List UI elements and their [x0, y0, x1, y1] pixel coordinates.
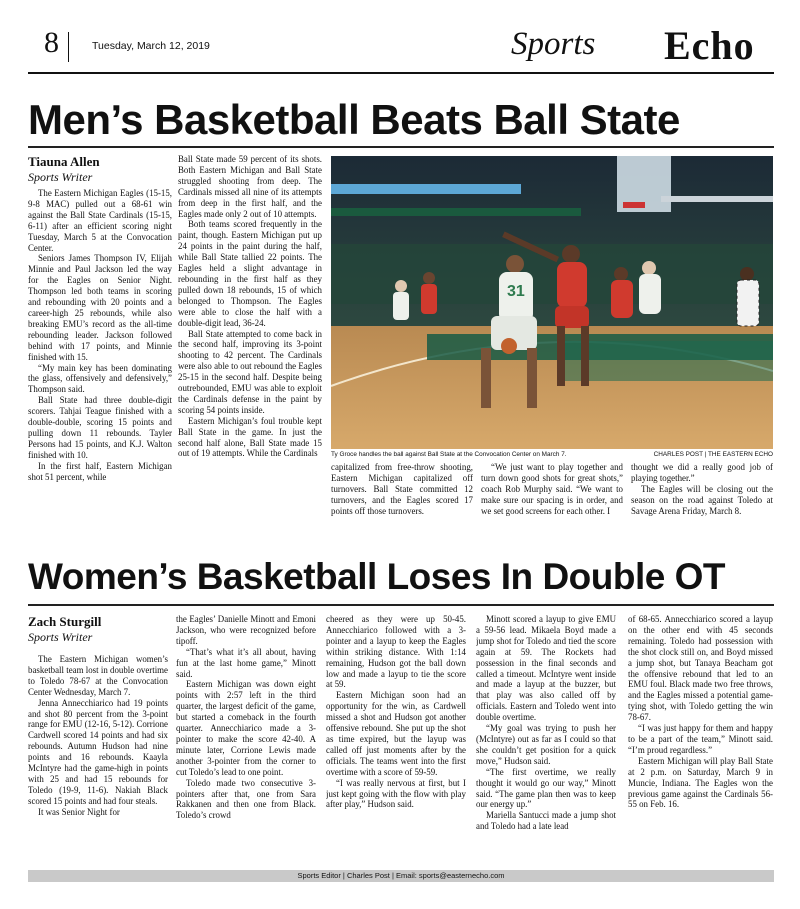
paragraph: Mariella Santucci made a jump shot and Toledo had a late lead — [476, 810, 616, 832]
masthead-divider — [68, 32, 69, 62]
paragraph: of 68-65. Annecchiarico scored a layup on the other end with 45 seconds remaining. Toledo had possession with the shot clock still on, and Boyd missed a jump shot, but Tanaya Beacham got the offensive rebound that led to an EMU foul. Black made two free throws, and the Eagles missed a potential game-tying shot, with Toledo getting the win 78-67. — [628, 614, 773, 723]
basketball-photo — [331, 156, 773, 449]
paragraph: “The first overtime, we really thought it would go our way,” Minott said. “The game plan then was to keep our energy up.” — [476, 766, 616, 810]
paragraph: thought we did a really good job of playing together.” — [631, 462, 773, 483]
article2-byline — [28, 614, 101, 645]
paragraph: Eastern Michigan was down eight points with 2:57 left in the third quarter, the largest deficit of the game, but started a comeback in the fourth quarter. Annecchiarico made a 3-pointer to make the score 42-40. A minute later, Corrione Lewis made another 3-pointer from the corner to cut Toledo’s lead to one point. — [176, 679, 316, 777]
article1-column-4 — [481, 462, 623, 532]
author-name: Zach Sturgill — [28, 614, 102, 629]
paragraph: Ball State had three double-digit scorers. Tahjai Teague finished with a double-double, scoring 15 points and pulling down 11 rebounds. Tayler Persons had 15 points, and K.J. Walton finished with 10. — [28, 395, 172, 460]
paragraph: “We just want to play together and turn down good shots for great shots,” coach Rob Murphy said. “We want to make sure our spacing is in order, and we set good screens for each other. I — [481, 462, 623, 516]
photo-credit: CHARLES POST | THE EASTERN ECHO — [653, 451, 773, 458]
footer-bar — [28, 870, 774, 882]
article1-column-1 — [28, 188, 172, 532]
paragraph: “That’s what it’s all about, having fun at the last home game,” Minott said. — [176, 646, 316, 679]
paragraph: The Eastern Michigan Eagles (15-15, 9-8 MAC) pulled out a 68-61 win against the Ball State Cardinals (15-15, 6-11) after an efficient scoring night Tuesday, March 5 at the Convocation Center. — [28, 188, 172, 253]
section-title: Sports — [511, 26, 596, 62]
author-name: Tiauna Allen — [28, 154, 100, 169]
paragraph: “I was really nervous at first, but I just kept going with the flow with play after play,” Hudson said. — [326, 777, 466, 810]
paragraph: “My main key has been dominating the glass, offensively and defensively,” Thompson said. — [28, 362, 172, 395]
newspaper-logo: Echo — [664, 23, 755, 68]
photo-illustration — [331, 156, 773, 449]
paragraph: Ball State made 59 percent of its shots. Both Eastern Michigan and Ball State struggled shooting from deep. The Cardinals missed all nine of its attempts from deep in the first half, and the Eagles made only 2 out of 10 attempts. — [178, 154, 322, 219]
paragraph: The Eastern Michigan women’s basketball team lost in double overtime to Toledo 78-67 at the Convocation Center Wednesday, March 7. — [28, 654, 168, 697]
paragraph: It was Senior Night for — [38, 806, 120, 817]
paragraph: Eastern Michigan will play Ball State at 2 p.m. on Saturday, March 9 in Muncie, Indiana. The Eagles won the previous game against the Cardinals 56-55 on Feb. 16. — [628, 755, 773, 810]
masthead-rule — [28, 72, 774, 74]
article2-column-3 — [326, 614, 466, 862]
article2-column-4 — [476, 614, 616, 862]
photo-caption: Ty Groce handles the ball against Ball State at the Convocation Center on March 7. — [331, 451, 567, 458]
author-role: Sports Writer — [28, 630, 93, 644]
article1-column-3 — [331, 462, 473, 532]
paragraph: capitalized from free-throw shooting, Eastern Michigan capitalized off turnovers. Ball State committed 12 turnovers, and the Eagles scored 17 points off those turnovers. — [331, 462, 473, 516]
paragraph: Both teams scored frequently in the paint, though. Eastern Michigan put up 24 points in the paint during the half, while Ball State tallied 22 points. The Eagles held a slight advantage in rebounding in the first half as they pulled down 18 rebounds, 15 of which belonged to Thompson. The Eagles were able to close the half with a double-digit lead, 36-24. — [178, 219, 322, 328]
article2-headline: Women’s Basketball Loses In Double OT — [28, 556, 725, 597]
page-number: 8 — [44, 26, 59, 59]
paragraph: “I was just happy for them and happy to be a part of the team,” Minott said. “I’m proud regardless.” — [628, 723, 773, 755]
paragraph: Toledo made two consecutive 3-pointers after that, one from Sara Rakkanen and then one from Black. Toledo’s crowd — [176, 777, 316, 821]
article2-column-1 — [28, 654, 168, 862]
paragraph: Eastern Michigan’s foul trouble kept Ball State in the game. In just the second half alone, Ball State made 15 out of 19 attempts. While the Cardinals — [178, 415, 322, 459]
article1-column-5 — [631, 462, 773, 532]
paragraph: The Eagles will be closing out the season on the road against Toledo at Savage Arena Friday, March 8. — [631, 483, 773, 516]
article2-column-2 — [176, 614, 316, 862]
paragraph: the Eagles’ Danielle Minott and Emoni Jackson, who were recognized before tipoff. — [176, 614, 316, 646]
headline-rule — [28, 604, 774, 606]
article1-column-2 — [178, 154, 322, 532]
footer-contact: Sports Editor | Charles Post | Email: sports@easternecho.com — [297, 871, 505, 880]
masthead — [28, 22, 774, 72]
paragraph: Minott scored a layup to give EMU a 59-56 lead. Mikaela Boyd made a jump shot for Toledo and tied the score again at 59. The Rockets had possession in the final seconds and called a timeout. McIntyre went inside and made a layup at the buzzer, but that play was also called off by officials. Eastern and Toledo went into double overtime. — [476, 614, 616, 723]
paragraph: cheered as they were up 50-45. Annecchiarico followed with a 3-pointer and a layup to keep the Eagles within striking distance. With 1:14 remaining, Hudson got the ball down low and made a layup to tie the score at 59. — [326, 614, 466, 690]
issue-date: Tuesday, March 12, 2019 — [92, 40, 210, 52]
paragraph: In the first half, Eastern Michigan shot 51 percent, while — [28, 460, 172, 482]
headline-rule — [28, 146, 774, 148]
article1-byline — [28, 154, 100, 185]
photo-caption-bar — [331, 450, 773, 461]
paragraph: Ball State attempted to come back in the second half, improving its 3-point shooting to 42 percent. The Cardinals were also able to out rebound the Eagles 25-15 in the second half. Despite being outrebounded, EMU was able to exploit the Cardinals defense in the paint by scoring 54 points inside. — [178, 328, 322, 415]
paragraph: Seniors James Thompson IV, Elijah Minnie and Paul Jackson led the way for the Eagles on Senior Night. Thompson led both teams in scoring and rebounding with 20 points and a career-high 25 rebounds, while also breaking EMU’s record as the all-time rebounding leader. Jackson followed behind with 17 points, and Minnie finished with 15. — [28, 253, 172, 362]
paragraph: Eastern Michigan soon had an opportunity for the win, as Cardwell missed a shot and Hudson got another offensive rebound. She put up the shot as time expired, but the layup was called off just moments after by the officials. The teams went into the first overtime with a score of 59-59. — [326, 690, 466, 777]
author-role: Sports Writer — [28, 170, 93, 184]
paragraph: “My goal was trying to push her (McIntyre) out as far as I could so that she couldn’t get position for a quick move,” Hudson said. — [476, 723, 616, 766]
article2-column-5 — [628, 614, 773, 862]
jersey-number: 31 — [507, 283, 525, 300]
paragraph: Jenna Annecchiarico had 19 points and shot 80 percent from the 3-point range for EMU (12-16, 5-12). Corrione Cardwell scored 14 points and had six rebounds. Autumn Hudson had nine points and 16 rebounds. Kaayla McIntyre had the game-high in points with 25 and had 15 rebounds for Toledo (19-9, 11-6). Nakiah Black scored 15 points and had four steals. — [28, 697, 168, 806]
article1-headline: Men’s Basketball Beats Ball State — [28, 96, 680, 143]
